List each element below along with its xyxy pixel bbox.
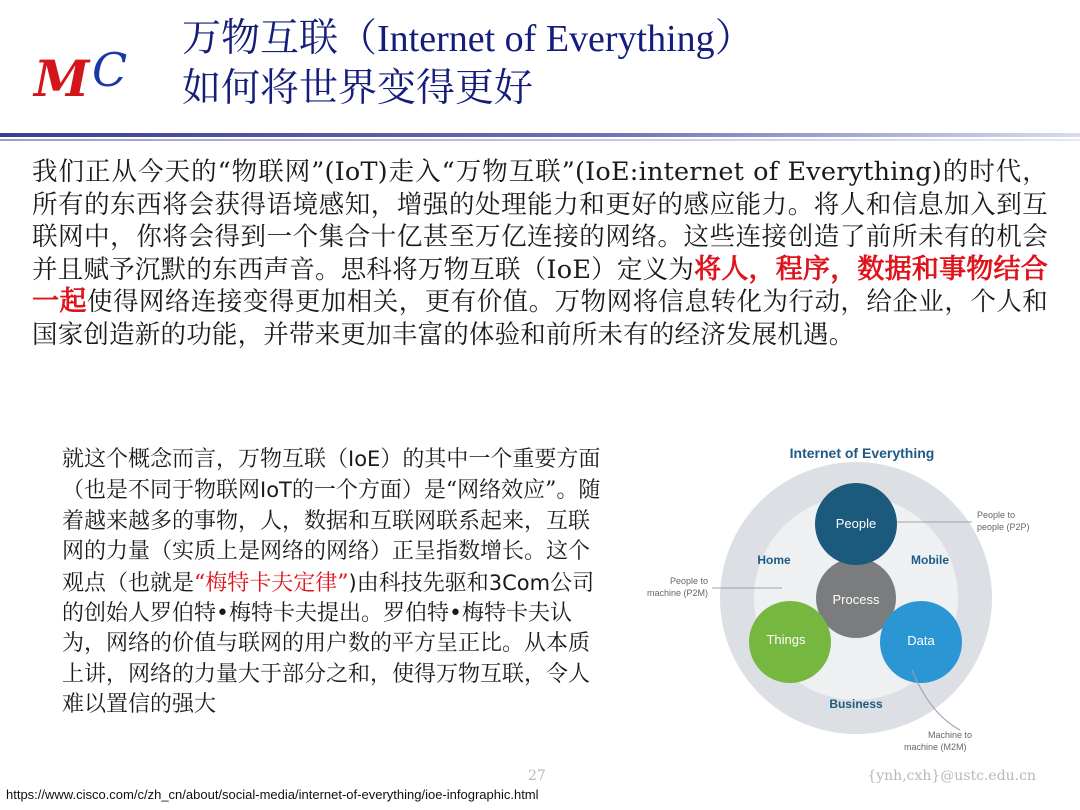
m2m-label-2: machine (M2M): [904, 742, 967, 752]
footer-email: {ynh,cxh}@ustc.edu.cn: [867, 768, 1036, 784]
logo-c: C: [92, 43, 128, 97]
metcalfe-law: “梅特卡夫定律”: [194, 570, 349, 596]
things-label: Things: [766, 632, 806, 647]
p2m-label-1: People to: [669, 576, 708, 586]
m2m-label-1: Machine to: [928, 730, 973, 740]
page-number: 27: [528, 768, 546, 784]
p2-e: 的一个方面）是“网络效应”。随着越来越多的事物，人，数据和互联网联系起来，互联网的力量（实质上是网络的网络）正呈指数增长。这个观点（也就是: [62, 478, 601, 596]
p2-g: 由科技先驱和: [356, 570, 489, 596]
p2-paren: ): [348, 570, 357, 595]
diagram-title: Internet of Everything: [789, 445, 935, 461]
p2-iot: IoT: [260, 478, 292, 503]
network-effect-paragraph: [62, 444, 602, 721]
title-end: ）: [714, 16, 754, 61]
p2-3com: 3Com: [488, 570, 551, 595]
logo-m: M: [34, 49, 90, 108]
p2m-label-2: machine (P2M): [646, 588, 708, 598]
home-label: Home: [757, 553, 791, 567]
p2p-label-2: people (P2P): [977, 522, 1030, 532]
business-label: Business: [829, 697, 883, 711]
title-line-1: [182, 14, 1062, 64]
title-cn: 万物互联（: [182, 16, 378, 61]
intro-highlight: 将人，程序，数据和事物结合一起: [32, 253, 1048, 317]
p2p-label-1: People to: [977, 510, 1016, 520]
intro-text-1: 我们正从今天的“物联网”(IoT)走入“万物互联”(IoE:internet of Everything)的时代，所有的东西将会获得语境感知，增强的处理能力和更好的感应能力。将人和信息加入到互联网中，你将会得到一个集合十亿甚至万亿连接的网络。这些连接创造了前所未有的机会并且赋予沉默的东西声音。思科将万物互联（IoE）定义为: [32, 157, 1048, 285]
intro-text-2: 使得网络连接变得更加相关，更有价值。万物网将信息转化为行动，给企业，个人和国家创造新的功能，并带来更加丰富的体验和前所未有的经济发展机遇。: [32, 287, 1048, 350]
title-en: Internet of Everything: [377, 18, 715, 60]
title-divider: [0, 133, 1080, 137]
process-label: Process: [832, 592, 880, 607]
source-url[interactable]: https://www.cisco.com/c/zh_cn/about/social-media/internet-of-everything/ioe-infographic.html: [6, 787, 539, 802]
data-label: Data: [907, 633, 935, 648]
slide-title: [182, 14, 1062, 114]
mc-logo: [28, 36, 168, 116]
ioe-diagram: [612, 438, 1062, 768]
p2-a: 就这个概念而言，万物互联（: [62, 447, 349, 472]
mobile-label: Mobile: [911, 553, 949, 567]
intro-paragraph: [32, 156, 1048, 351]
p2-ioe: IoE: [348, 447, 381, 471]
people-label: People: [835, 516, 877, 531]
title-divider-thin: [0, 139, 1080, 141]
p2-i: 公司的创始人罗伯特•梅特卡夫提出。罗伯特•梅特卡夫认为，网络的价值与联网的用户数的平方呈正比。从本质上讲，网络的力量大于部分之和，使得万物互联，令人难以置信的强大: [62, 570, 595, 718]
p2-c: ）的其中一个重要方面（也是不同于物联网: [62, 447, 601, 504]
title-line-2: 如何将世界变得更好: [182, 66, 534, 111]
